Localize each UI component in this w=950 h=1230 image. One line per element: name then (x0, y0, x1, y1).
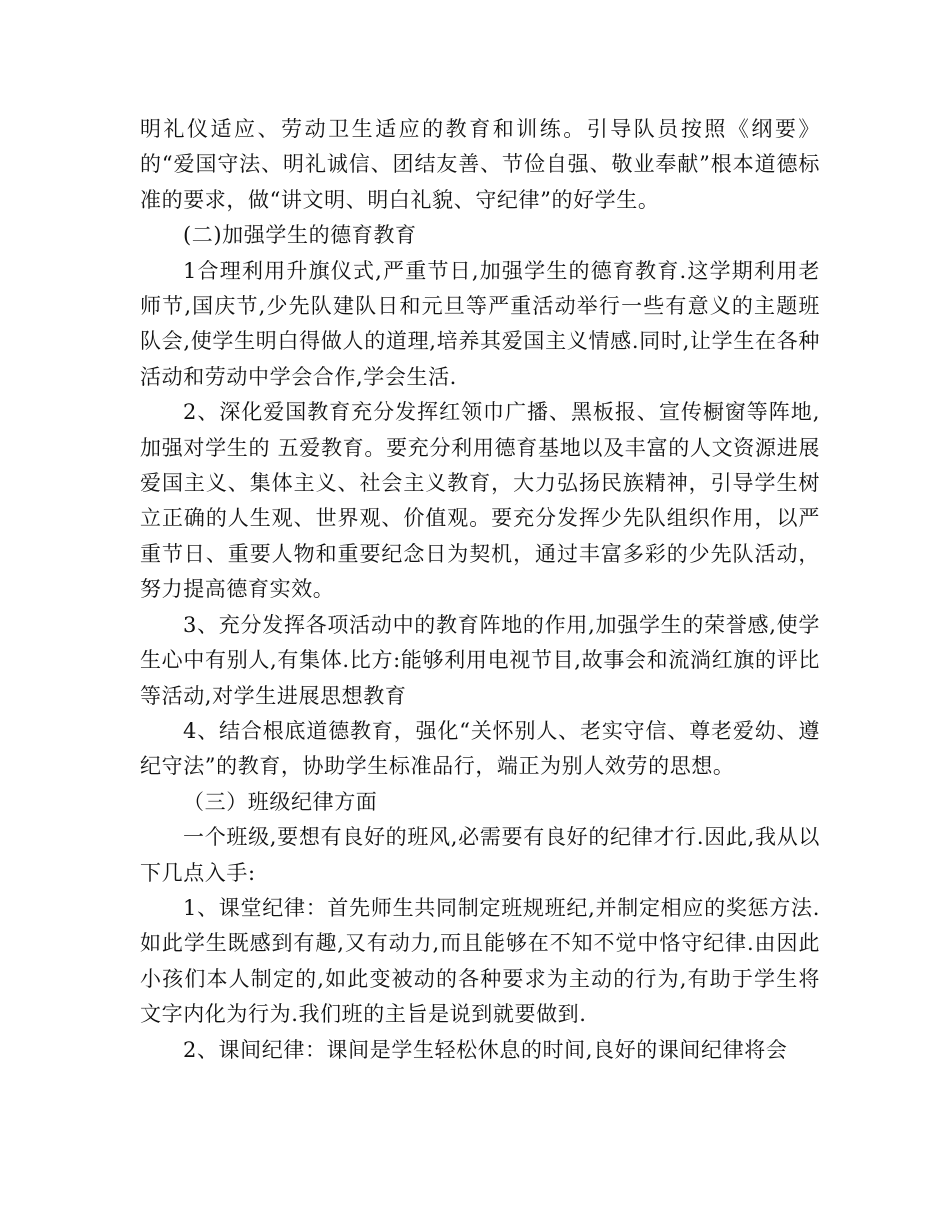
paragraph-item-4: 4、结合根底道德教育，强化“关怀别人、老实守信、尊老爱幼、遵纪守法”的教育，协助学生标准品行，端正为别人效劳的思想。 (140, 718, 820, 779)
paragraph-item-2: 2、深化爱国教育充分发挥红领巾广播、黑板报、宣传橱窗等阵地,加强对学生的 五爱教育。要充分利用德育基地以及丰富的人文资源进展爱国主义、集体主义、社会主义教育，大力弘扬民族精神，引导学生树立正确的人生观、世界观、价值观。要充分发挥少先队组织作用，以严重节日、重要人物和重要纪念日为契机，通过丰富多彩的少先队活动，努力提高德育实效。 (140, 400, 820, 602)
paragraph-break-discipline: 2、课间纪律：课间是学生轻松休息的时间,良好的课间纪律将会 (183, 1037, 788, 1062)
section-heading-2: (二)加强学生的德育教育 (183, 223, 417, 248)
section-heading-3: （三）班级纪律方面 (183, 789, 378, 814)
document-body (140, 112, 820, 1068)
paragraph-classroom-discipline: 1、课堂纪律：首先师生共同制定班规班纪,并制定相应的奖惩方法.如此学生既感到有趣,又有动力,而且能够在不知不觉中恪守纪律.由因此小孩们本人制定的,如此变被动的各种要求为主动的行为,有助于学生将文字内化为行为.我们班的主旨是说到就要做到. (140, 895, 820, 1027)
paragraph-item-3: 3、充分发挥各项活动中的教育阵地的作用,加强学生的荣誉感,使学生心中有别人,有集体.比方:能够利用电视节目,故事会和流淌红旗的评比等活动,对学生进展思想教育 (140, 612, 820, 708)
paragraph-item-1: 1合理利用升旗仪式,严重节日,加强学生的德育教育.这学期利用老师节,国庆节,少先队建队日和元旦等严重活动举行一些有意义的主题班队会,使学生明白得做人的道理,培养其爱国主义情感.同时,让学生在各种活动和劳动中学会合作,学会生活. (140, 258, 820, 389)
paragraph-continued: 明礼仪适应、劳动卫生适应的教育和训练。引导队员按照《纲要》的“爱国守法、明礼诚信、团结友善、节俭自强、敬业奉献”根本道德标准的要求，做“讲文明、明白礼貌、守纪律”的好学生。 (140, 117, 820, 212)
paragraph-intro: 一个班级,要想有良好的班风,必需要有良好的纪律才行.因此,我从以下几点入手: (140, 825, 820, 885)
